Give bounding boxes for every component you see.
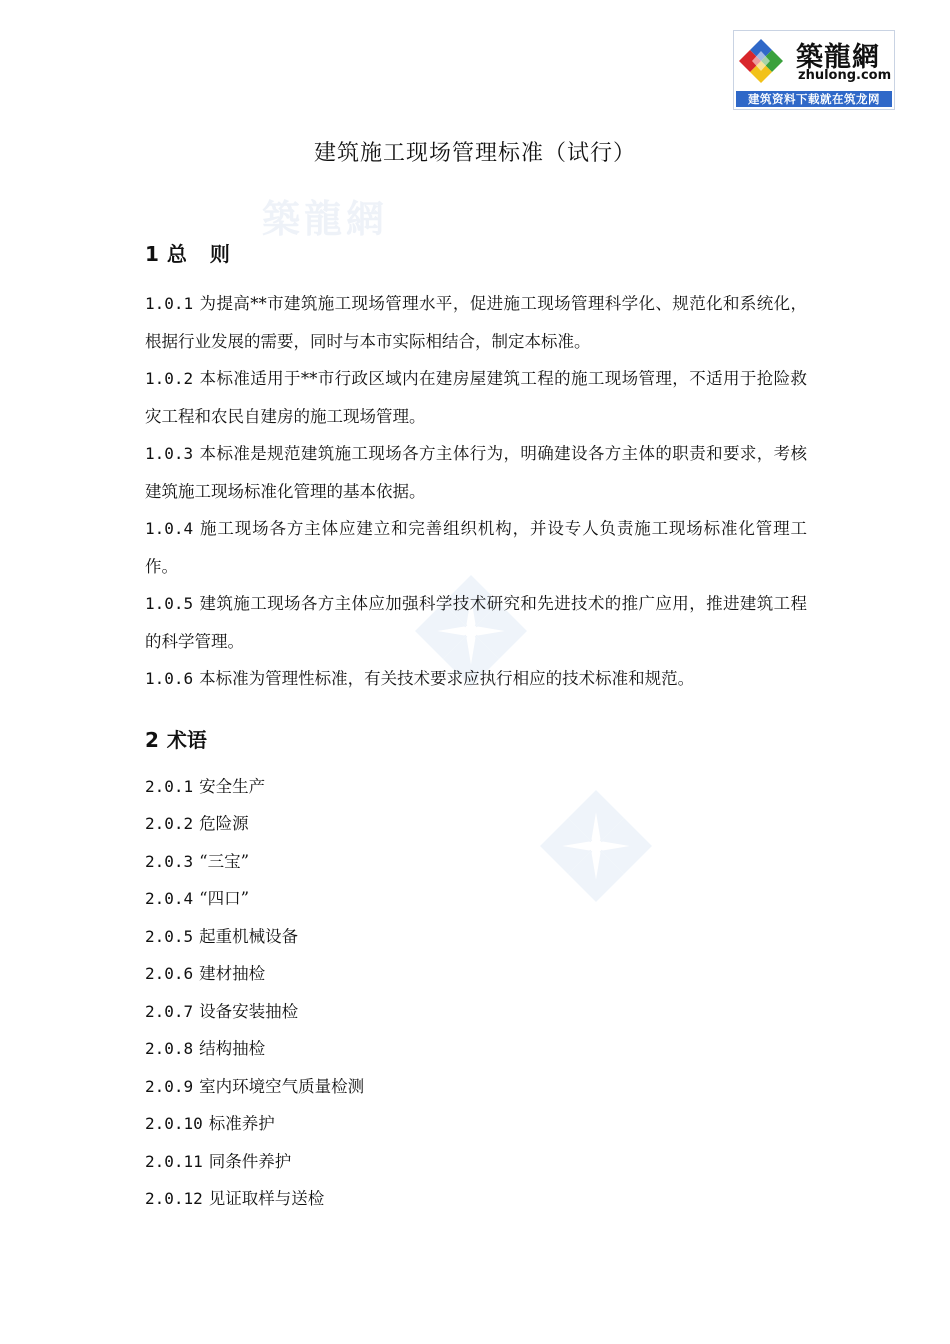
- clause-text: 建筑施工现场各方主体应加强科学技术研究和先进技术的推广应用，推进建筑工程的科学管理。: [145, 594, 807, 651]
- clause-text: 本标准是规范建筑施工现场各方主体行为，明确建设各方主体的职责和要求，考核建筑施工现场标准化管理的基本依据。: [145, 444, 807, 501]
- clause-number: 1.0.1: [145, 294, 194, 313]
- clause-text: 本标准为管理性标准，有关技术要求应执行相应的技术标准和规范。: [199, 669, 695, 688]
- term-text: 标准养护: [208, 1114, 275, 1133]
- section-title: 术语: [166, 728, 207, 752]
- term-text: 室内环境空气质量检测: [199, 1077, 365, 1096]
- term-item: [145, 773, 265, 797]
- term-item: [145, 998, 298, 1022]
- clause-paragraph: [145, 660, 807, 698]
- term-number: 2.0.9: [145, 1077, 194, 1096]
- term-number: 2.0.4: [145, 889, 194, 908]
- term-text: 起重机械设备: [199, 927, 299, 946]
- term-item: [145, 1073, 364, 1097]
- term-item: [145, 1110, 275, 1134]
- term-item: [145, 1148, 291, 1172]
- term-item: [145, 923, 298, 947]
- clause-paragraph: [145, 510, 807, 585]
- term-text: 结构抽检: [199, 1039, 266, 1058]
- clause-number: 1.0.2: [145, 369, 194, 388]
- term-number: 2.0.1: [145, 777, 194, 796]
- watermark-flower-icon: [540, 790, 652, 902]
- section-heading: [145, 724, 207, 753]
- clause-paragraph: [145, 585, 807, 660]
- document-title: 建筑施工现场管理标准（试行）: [313, 141, 636, 166]
- term-text: 同条件养护: [208, 1152, 292, 1171]
- term-item: [145, 960, 265, 984]
- logo-mark-icon: [738, 37, 784, 83]
- term-number: 2.0.2: [145, 814, 194, 833]
- clause-paragraph: [145, 435, 807, 510]
- term-item: [145, 810, 249, 834]
- section-number: 2: [145, 728, 159, 752]
- term-text: 危险源: [199, 814, 249, 833]
- clause-text: 本标准适用于**市行政区域内在建房屋建筑工程的施工现场管理，不适用于抢险救灾工程和农民自建房的施工现场管理。: [145, 369, 807, 426]
- logo-top: [734, 31, 894, 89]
- term-number: 2.0.6: [145, 964, 194, 983]
- term-item: [145, 1035, 265, 1059]
- term-item: [145, 848, 249, 872]
- logo-slogan: 建筑资料下载就在筑龙网: [736, 91, 892, 107]
- section-title: 总 则: [166, 242, 238, 266]
- clause-paragraph: [145, 360, 807, 435]
- term-text: 见证取样与送检: [208, 1189, 325, 1208]
- watermark-text: 築龍網: [262, 196, 389, 241]
- section-heading: [145, 238, 238, 267]
- term-text: 设备安装抽检: [199, 1002, 299, 1021]
- site-logo: [733, 30, 895, 110]
- clause-number: 1.0.3: [145, 444, 194, 463]
- clause-text: 施工现场各方主体应建立和完善组织机构，并设专人负责施工现场标准化管理工作。: [145, 519, 807, 576]
- clause-number: 1.0.6: [145, 669, 194, 688]
- term-number: 2.0.7: [145, 1002, 194, 1021]
- logo-name: 築龍網: [796, 42, 880, 73]
- term-number: 2.0.11: [145, 1152, 203, 1171]
- term-text: 建材抽检: [199, 964, 266, 983]
- term-number: 2.0.5: [145, 927, 194, 946]
- term-number: 2.0.8: [145, 1039, 194, 1058]
- term-item: [145, 885, 249, 909]
- term-text: “三宝”: [199, 852, 250, 871]
- clause-paragraph: [145, 285, 807, 360]
- term-text: 安全生产: [199, 777, 266, 796]
- term-text: “四口”: [199, 889, 250, 908]
- clause-number: 1.0.5: [145, 594, 194, 613]
- term-number: 2.0.10: [145, 1114, 203, 1133]
- logo-domain: zhulong.com: [798, 68, 892, 83]
- term-number: 2.0.3: [145, 852, 194, 871]
- section-number: 1: [145, 242, 159, 266]
- clause-text: 为提高**市建筑施工现场管理水平，促进施工现场管理科学化、规范化和系统化，根据行业发展的需要，同时与本市实际相结合，制定本标准。: [145, 294, 807, 351]
- term-item: [145, 1185, 324, 1209]
- term-number: 2.0.12: [145, 1189, 203, 1208]
- clause-number: 1.0.4: [145, 519, 194, 538]
